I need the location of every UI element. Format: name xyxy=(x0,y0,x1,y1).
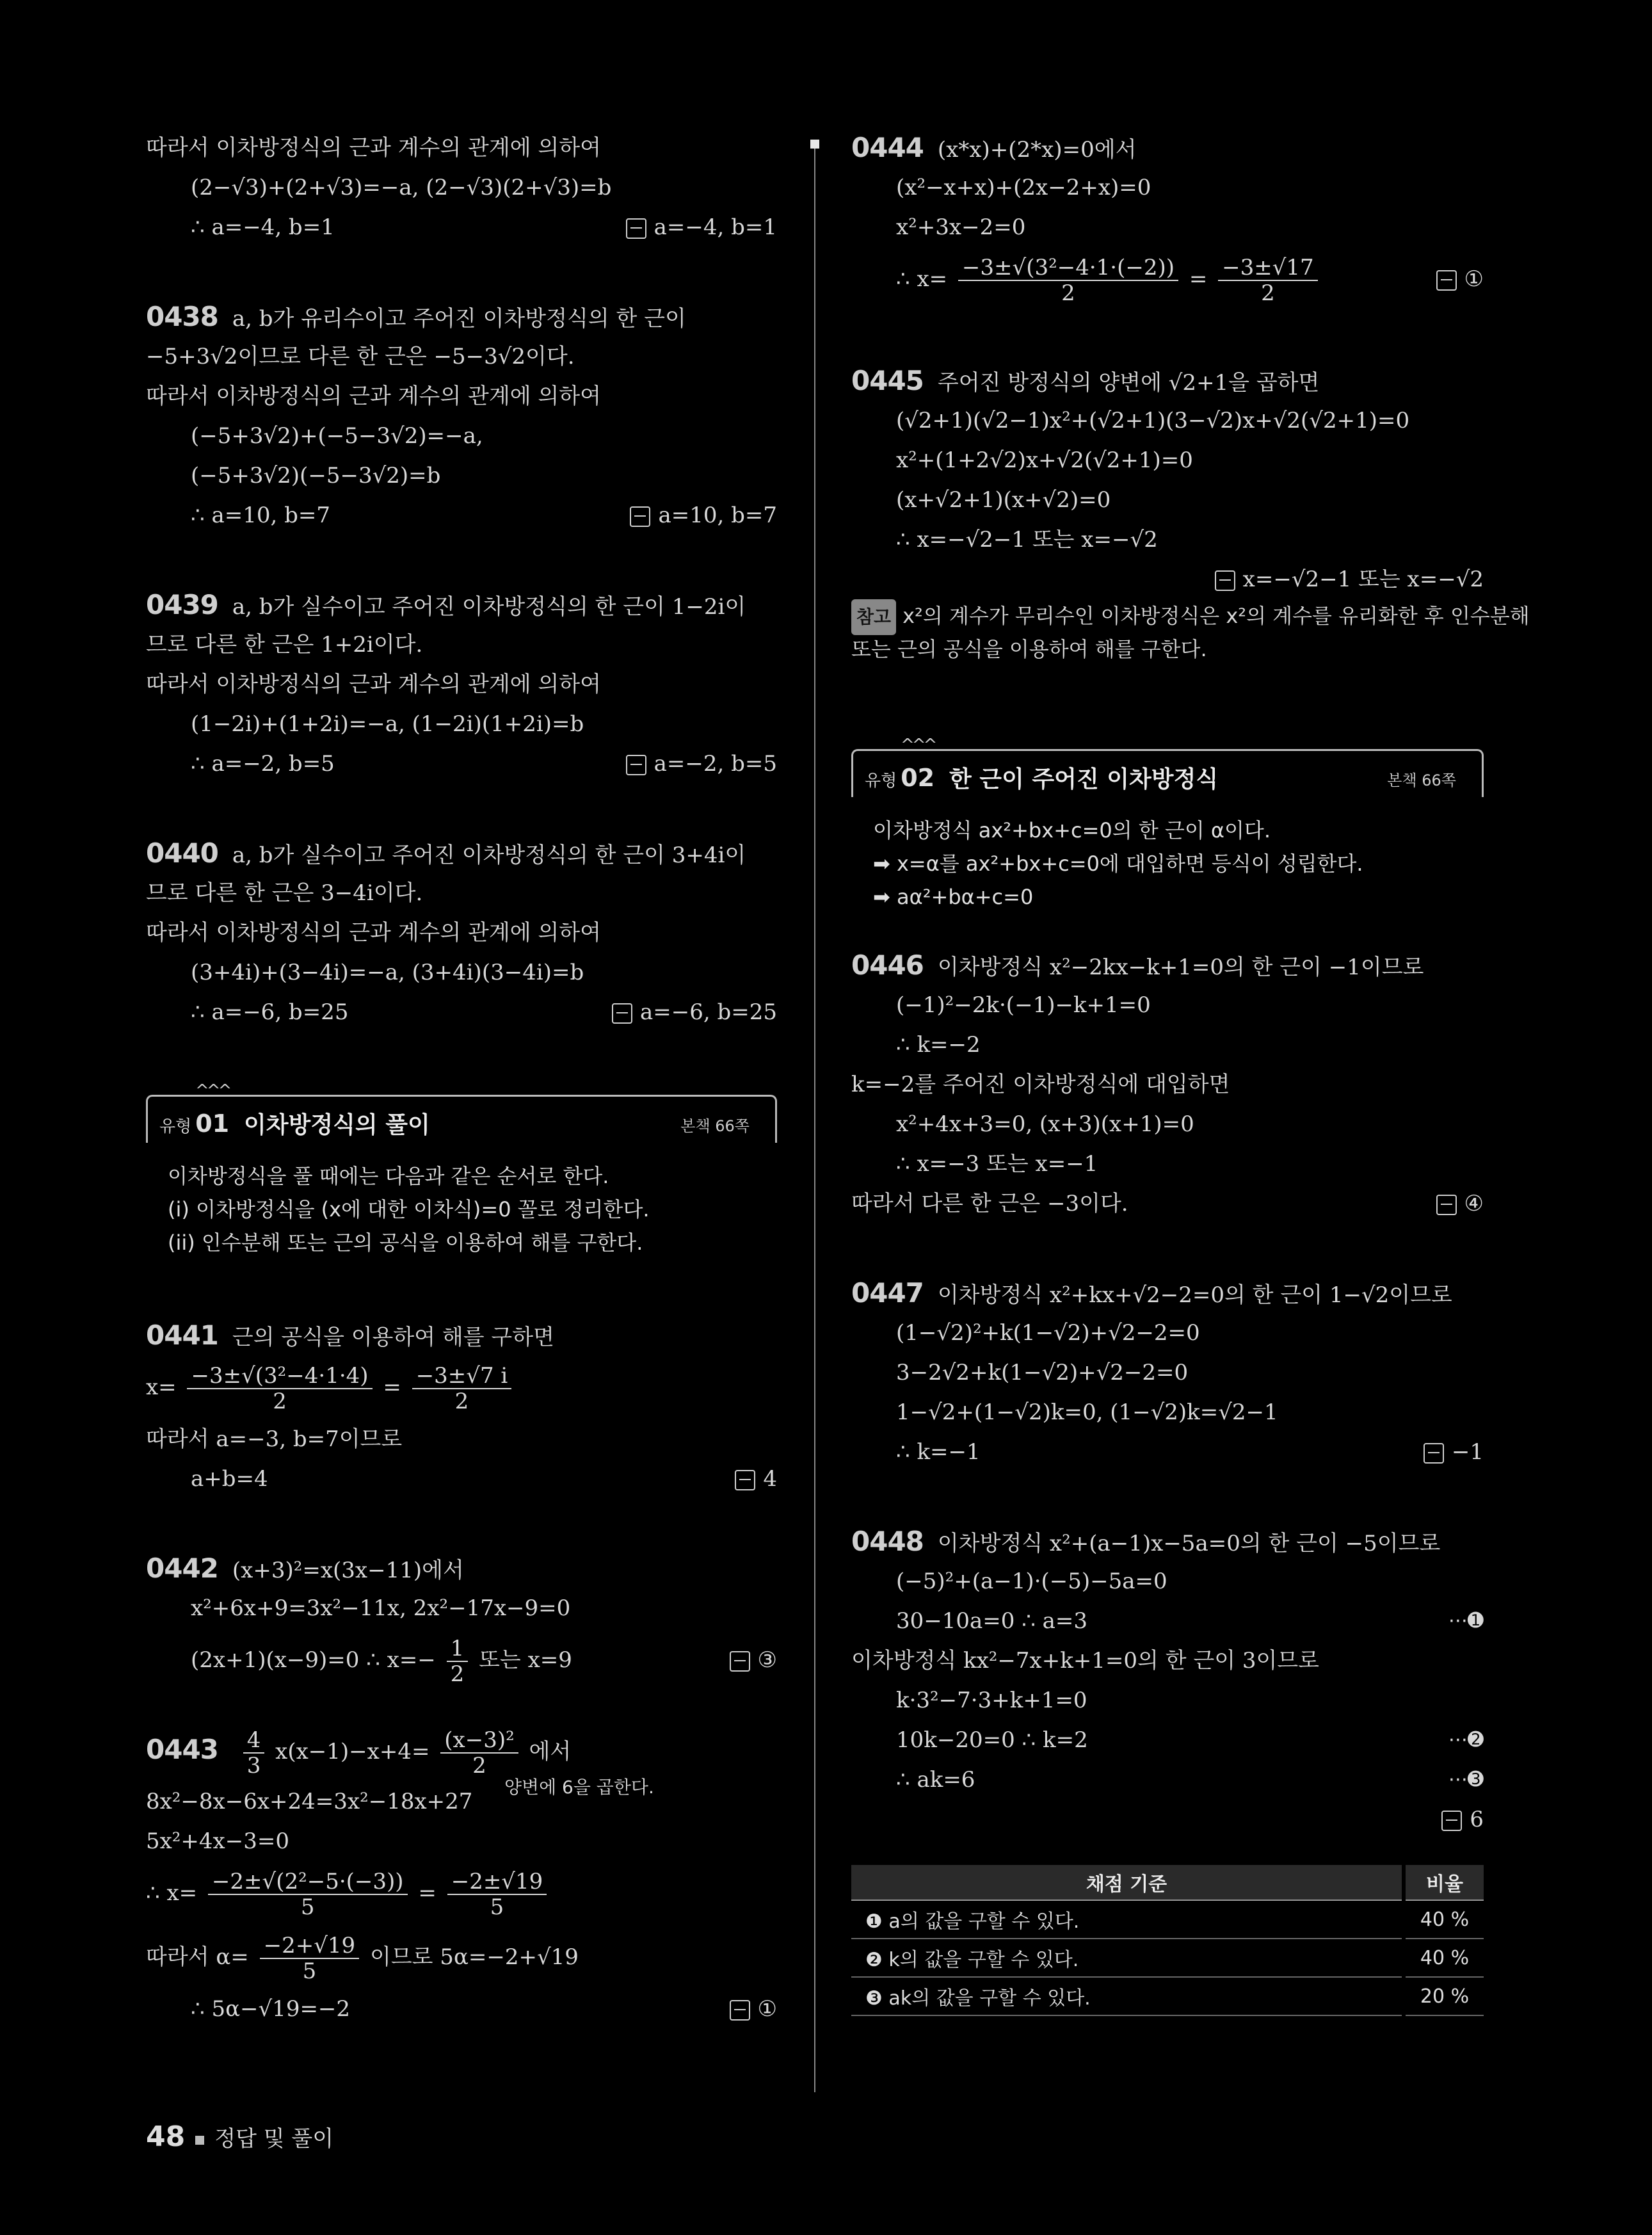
conclusion: ∴ a=−2, b=5 xyxy=(191,751,335,777)
answer-text: 6 xyxy=(1470,1807,1484,1832)
solution-line xyxy=(851,361,1484,401)
solution-line xyxy=(851,1720,1484,1760)
solution-line xyxy=(851,247,1484,311)
denominator: 5 xyxy=(490,1894,504,1920)
denominator: 2 xyxy=(1261,280,1275,306)
solution-line xyxy=(146,992,777,1032)
solution-text: 이차방정식 x²+kx+√2−2=0의 한 근이 1−√2이므로 xyxy=(937,1282,1452,1308)
solution-text: 30−10a=0 ∴ a=3 xyxy=(896,1608,1088,1634)
answer-text: a=−2, b=5 xyxy=(654,751,777,777)
fraction xyxy=(260,1933,360,1983)
solution-line xyxy=(146,297,777,337)
solution-line: x²+4x+3=0, (x+3)(x+1)=0 xyxy=(896,1111,1194,1137)
left-column xyxy=(146,128,777,2029)
problem-number: 0448 xyxy=(851,1526,924,1557)
answer-text: a=−6, b=25 xyxy=(639,999,777,1025)
solution-0448 xyxy=(851,1522,1484,1839)
solution-0442 xyxy=(146,1549,777,1692)
solution-line: x²+3x−2=0 xyxy=(896,214,1026,240)
solution-text: 따라서 α= xyxy=(146,1944,249,1970)
numerator: 4 xyxy=(243,1728,265,1754)
type-tag xyxy=(159,1109,229,1138)
solution-text: ∴ x= xyxy=(146,1880,198,1906)
solution-text: 주어진 방정식의 양변에 √2+1을 곱하면 xyxy=(937,370,1320,396)
solution-text: (x+3)²=x(3x−11)에서 xyxy=(232,1558,464,1583)
type-01-header xyxy=(146,1081,777,1143)
solution-text: a, b가 실수이고 주어진 이차방정식의 한 근이 3+4i이 xyxy=(232,843,746,868)
solution-line xyxy=(146,585,777,625)
conclusion: ∴ k=−1 xyxy=(896,1439,981,1465)
solution-line xyxy=(146,744,777,784)
divider-marker xyxy=(810,140,819,149)
solution-line xyxy=(146,1777,777,1821)
solution-line: −5+3√2이므로 다른 한 근은 −5−3√2이다. xyxy=(146,344,575,369)
solution-line: 따라서 이차방정식의 근과 계수의 관계에 의하여 xyxy=(146,672,601,697)
answer xyxy=(626,744,777,784)
type-body-line: 이차방정식 ax²+bx+c=0의 한 근이 α이다. xyxy=(873,818,1271,843)
problem-number: 0440 xyxy=(146,837,218,869)
solution-line: ∴ x=−3 또는 x=−1 xyxy=(896,1151,1098,1177)
solution-line: 이차방정식 kx²−7x+k+1=0의 한 근이 3이므로 xyxy=(851,1648,1320,1674)
solution-line: (3+4i)+(3−4i)=−a, (3+4i)(3−4i)=b xyxy=(191,960,584,985)
solution-line: 1−√2+(1−√2)k=0, (1−√2)k=√2−1 xyxy=(896,1400,1278,1425)
solution-line: x²+(1+2√2)x+√2(√2+1)=0 xyxy=(896,448,1193,473)
answer-icon xyxy=(1423,1443,1444,1464)
table-row xyxy=(851,1977,1484,2015)
answer-text: ④ xyxy=(1464,1191,1484,1216)
solution-0447 xyxy=(851,1273,1484,1472)
denominator: 5 xyxy=(300,1894,315,1920)
numerator: −2+√19 xyxy=(260,1933,360,1959)
solution-line xyxy=(851,1432,1484,1472)
problem-number: 0441 xyxy=(146,1319,218,1351)
numerator: (x−3)² xyxy=(440,1728,518,1754)
solution-line xyxy=(146,1989,777,2029)
solution-line: (√2+1)(√2−1)x²+(√2+1)(3−√2)x+√2(√2+1)=0 xyxy=(896,408,1410,433)
solution-line xyxy=(146,1549,777,1588)
denominator: 2 xyxy=(450,1661,465,1687)
answer-text: −1 xyxy=(1451,1439,1484,1465)
conclusion: ∴ a=10, b=7 xyxy=(191,503,330,528)
conclusion: a+b=4 xyxy=(191,1466,268,1492)
solution-text: 이므로 5α=−2+√19 xyxy=(369,1944,579,1970)
answer xyxy=(735,1459,777,1499)
solution-line xyxy=(146,1861,777,1925)
table-header-row xyxy=(851,1865,1484,1900)
solution-line: x²+6x+9=3x²−11x, 2x²−17x−9=0 xyxy=(191,1595,571,1621)
solution-line xyxy=(146,1628,777,1692)
column-divider xyxy=(814,146,815,2092)
solution-line: (2−√3)+(2+√3)=−a, (2−√3)(2+√3)=b xyxy=(191,175,612,200)
note-line xyxy=(851,599,1530,633)
solution-line: k·3²−7·3+k+1=0 xyxy=(896,1688,1087,1713)
answer-icon xyxy=(626,755,646,775)
fraction xyxy=(243,1728,265,1778)
fraction xyxy=(447,1636,469,1686)
problem-number: 0442 xyxy=(146,1553,218,1584)
numerator: −2±√19 xyxy=(447,1869,547,1895)
answer xyxy=(626,207,777,247)
table-cell: ❸ ak의 값을 구할 수 있다. xyxy=(851,1977,1404,2015)
answer-text: 4 xyxy=(763,1466,777,1492)
footer-label: 정답 및 풀이 xyxy=(214,2126,334,2152)
type-title: 이차방정식의 풀이 xyxy=(244,1112,430,1138)
denominator: 5 xyxy=(302,1958,317,1984)
fraction xyxy=(187,1364,372,1414)
answer xyxy=(1441,1800,1484,1839)
solution-line xyxy=(146,1459,777,1499)
equals-sign: = xyxy=(383,1375,401,1400)
problem-number: 0444 xyxy=(851,132,924,163)
page-number: 48 xyxy=(146,2120,186,2153)
answer-icon xyxy=(1441,1811,1462,1831)
solution-line xyxy=(851,1601,1484,1641)
type-tag-label: 유형 xyxy=(159,1117,192,1136)
solution-line: (−5)²+(a−1)·(−5)−5a=0 xyxy=(896,1569,1167,1594)
table-row xyxy=(851,1939,1484,1977)
denominator: 2 xyxy=(1061,280,1075,306)
solution-text: x(x−1)−x+4= xyxy=(275,1739,430,1764)
solution-0443 xyxy=(146,1718,777,2029)
solution-line xyxy=(851,1522,1484,1561)
solution-text: 이차방정식 x²+(a−1)x−5a=0의 한 근이 −5이므로 xyxy=(937,1531,1441,1556)
zigzag-icon: ^^^ xyxy=(195,1081,230,1101)
conclusion: ∴ a=−6, b=25 xyxy=(191,999,349,1025)
solution-line: k=−2를 주어진 이차방정식에 대입하면 xyxy=(851,1072,1230,1097)
square-icon xyxy=(195,2136,204,2145)
answer-text: a=10, b=7 xyxy=(658,503,777,528)
solution-0444 xyxy=(851,128,1484,311)
answer xyxy=(1436,1184,1484,1223)
equation-lhs: x= xyxy=(146,1375,177,1400)
solution-line xyxy=(851,1800,1484,1839)
answer-icon xyxy=(1436,1195,1457,1215)
solution-line: (−1)²−2k·(−1)−k+1=0 xyxy=(896,992,1151,1018)
solution-line: (−5+3√2)+(−5−3√2)=−a, xyxy=(191,423,483,449)
solution-text: 10k−20=0 ∴ k=2 xyxy=(896,1727,1088,1753)
type-02-header xyxy=(851,736,1484,797)
problem-number: 0447 xyxy=(851,1277,924,1309)
table-row xyxy=(851,1900,1484,1939)
solution-line xyxy=(851,560,1484,599)
numerator: −3±√(3²−4·1·4) xyxy=(187,1364,372,1389)
solution-line: 따라서 이차방정식의 근과 계수의 관계에 의하여 xyxy=(146,135,601,161)
solution-line xyxy=(851,128,1484,168)
fraction xyxy=(1218,255,1318,305)
answer xyxy=(612,992,777,1032)
side-note: 양변에 6을 곱한다. xyxy=(504,1777,654,1798)
solution-0439 xyxy=(146,585,777,784)
solution-line xyxy=(146,496,777,535)
solution-line xyxy=(851,1273,1484,1313)
answer-icon xyxy=(626,218,646,239)
zigzag-icon: ^^^ xyxy=(901,736,935,755)
right-column xyxy=(851,128,1530,2016)
type-body-line: (ii) 인수분해 또는 근의 공식을 이용하여 해를 구한다. xyxy=(168,1230,643,1255)
conclusion: ∴ a=−4, b=1 xyxy=(191,214,335,240)
numerator: −3±√7 i xyxy=(412,1364,512,1389)
type-reference: 본책 66쪽 xyxy=(1387,771,1456,789)
type-body-line: 이차방정식을 풀 때에는 다음과 같은 순서로 한다. xyxy=(168,1164,609,1188)
solution-line: 따라서 a=−3, b=7이므로 xyxy=(146,1426,403,1452)
scoring-table xyxy=(851,1865,1484,2016)
table-header: 비율 xyxy=(1404,1865,1484,1900)
answer-text: x=−√2−1 또는 x=−√2 xyxy=(1242,567,1484,592)
problem-number: 0438 xyxy=(146,301,218,332)
solution-line: 5x²+4x−3=0 xyxy=(146,1828,289,1854)
solution-line: (x+√2+1)(x+√2)=0 xyxy=(896,487,1111,513)
solution-line xyxy=(851,946,1484,985)
solution-line xyxy=(146,207,777,247)
fraction xyxy=(412,1364,512,1414)
page-footer xyxy=(146,2120,333,2153)
answer xyxy=(730,1628,777,1692)
answer-icon xyxy=(1436,270,1457,291)
solution-line: (x²−x+x)+(2x−2+x)=0 xyxy=(896,175,1151,200)
type-title: 한 근이 주어진 이차방정식 xyxy=(949,766,1219,793)
answer xyxy=(730,1989,777,2029)
type-02-body xyxy=(851,797,1484,920)
solution-text: 에서 xyxy=(529,1739,572,1764)
answer xyxy=(1423,1432,1484,1472)
solution-line: ∴ k=−2 xyxy=(896,1032,981,1058)
answer-text: ① xyxy=(757,1996,777,2022)
solution-line: 따라서 이차방정식의 근과 계수의 관계에 의하여 xyxy=(146,383,601,409)
step-marker: ⋯➋ xyxy=(1448,1729,1484,1751)
solution-0446 xyxy=(851,946,1484,1223)
type-01-body xyxy=(146,1143,777,1266)
answer-icon xyxy=(730,2000,750,2021)
answer-icon xyxy=(1215,570,1235,591)
table-cell: ❶ a의 값을 구할 수 있다. xyxy=(851,1900,1404,1939)
problem-number: 0439 xyxy=(146,589,218,620)
answer-text: ① xyxy=(1464,266,1484,292)
solution-line: (−5+3√2)(−5−3√2)=b xyxy=(191,463,441,488)
solution-text: (2x+1)(x−9)=0 ∴ x=− xyxy=(191,1647,436,1673)
equals-sign: = xyxy=(418,1880,437,1906)
solution-text: (x*x)+(2*x)=0에서 xyxy=(937,137,1137,163)
solution-0438 xyxy=(146,297,777,535)
table-header: 채점 기준 xyxy=(851,1865,1404,1900)
type-tag-number: 02 xyxy=(901,764,935,792)
answer-text: ③ xyxy=(757,1647,777,1673)
solution-line xyxy=(146,1718,777,1782)
solution-text: 근의 공식을 이용하여 해를 구하면 xyxy=(232,1325,554,1350)
problem-number: 0445 xyxy=(851,365,924,396)
solution-line: 므로 다른 한 근은 3−4i이다. xyxy=(146,880,423,906)
denominator: 2 xyxy=(454,1389,469,1414)
solution-0437 xyxy=(146,128,777,247)
solution-line: (1−2i)+(1+2i)=−a, (1−2i)(1+2i)=b xyxy=(191,711,584,737)
solution-line xyxy=(146,834,777,873)
type-body-line: ➡ aα²+bα+c=0 xyxy=(873,885,1034,909)
note-text: x²의 계수가 무리수인 이차방정식은 x²의 계수를 유리화한 후 인수분해 xyxy=(902,604,1530,628)
denominator: 2 xyxy=(472,1753,486,1779)
solution-line xyxy=(146,1316,777,1355)
conclusion: ∴ 5α−√19=−2 xyxy=(191,1996,351,2022)
answer xyxy=(1436,247,1484,311)
solution-line: ∴ x=−√2−1 또는 x=−√2 xyxy=(896,527,1158,553)
problem-number: 0443 xyxy=(146,1734,218,1765)
step-marker: ⋯➌ xyxy=(1448,1768,1484,1791)
type-tag-label: 유형 xyxy=(865,771,897,791)
note-label: 참고 xyxy=(851,599,896,635)
solution-text: a, b가 유리수이고 주어진 이차방정식의 한 근이 xyxy=(232,306,686,332)
type-tag xyxy=(865,764,934,792)
type-body-line: ➡ x=α를 ax²+bx+c=0에 대입하면 등식이 성립한다. xyxy=(873,851,1363,876)
type-tag-number: 01 xyxy=(195,1109,230,1138)
solution-line xyxy=(146,1355,777,1419)
conclusion: 따라서 다른 한 근은 −3이다. xyxy=(851,1191,1128,1216)
solution-line: 므로 다른 한 근은 1+2i이다. xyxy=(146,632,423,658)
table-cell: 40 % xyxy=(1404,1900,1484,1939)
solution-text: 또는 x=9 xyxy=(479,1647,572,1673)
table-cell: 20 % xyxy=(1404,1977,1484,2015)
solution-0440 xyxy=(146,834,777,1032)
solution-line: 3−2√2+k(1−√2)+√2−2=0 xyxy=(896,1360,1189,1385)
denominator: 2 xyxy=(273,1389,287,1414)
solution-0441 xyxy=(146,1316,777,1499)
numerator: −3±√(3²−4·1·(−2)) xyxy=(958,255,1178,281)
numerator: 1 xyxy=(447,1636,469,1662)
numerator: −3±√17 xyxy=(1218,255,1318,281)
table-cell: 40 % xyxy=(1404,1939,1484,1977)
solution-line xyxy=(851,1760,1484,1800)
fraction xyxy=(208,1869,408,1919)
problem-number: 0446 xyxy=(851,949,924,981)
denominator: 3 xyxy=(246,1753,261,1779)
type-reference: 본책 66쪽 xyxy=(680,1117,750,1135)
numerator: −2±√(2²−5·(−3)) xyxy=(208,1869,408,1895)
solution-line xyxy=(146,1925,777,1989)
answer-icon xyxy=(735,1470,755,1490)
answer-icon xyxy=(630,506,650,527)
equals-sign: = xyxy=(1189,266,1208,292)
note-line: 또는 근의 공식을 이용하여 해를 구한다. xyxy=(851,637,1207,661)
solution-text: 8x²−8x−6x+24=3x²−18x+27 xyxy=(146,1789,473,1814)
fraction xyxy=(447,1869,547,1919)
solution-text: ∴ x= xyxy=(896,266,948,292)
step-marker: ⋯➊ xyxy=(1448,1610,1484,1632)
conclusion: ∴ ak=6 xyxy=(896,1767,975,1793)
solution-text: 이차방정식 x²−2kx−k+1=0의 한 근이 −1이므로 xyxy=(937,955,1424,980)
solution-line: (1−√2)²+k(1−√2)+√2−2=0 xyxy=(896,1320,1200,1346)
answer xyxy=(1215,560,1484,599)
type-body-line: (i) 이차방정식을 (x에 대한 이차식)=0 꼴로 정리한다. xyxy=(168,1197,650,1222)
answer xyxy=(630,496,777,535)
fraction xyxy=(958,255,1178,305)
solution-0445 xyxy=(851,361,1530,666)
answer-icon xyxy=(612,1003,632,1024)
table-cell: ❷ k의 값을 구할 수 있다. xyxy=(851,1939,1404,1977)
answer-text: a=−4, b=1 xyxy=(654,214,777,240)
solution-line: 따라서 이차방정식의 근과 계수의 관계에 의하여 xyxy=(146,920,601,946)
solution-text: a, b가 실수이고 주어진 이차방정식의 한 근이 1−2i이 xyxy=(232,594,746,620)
solution-line xyxy=(851,1184,1484,1223)
answer-icon xyxy=(730,1651,750,1672)
